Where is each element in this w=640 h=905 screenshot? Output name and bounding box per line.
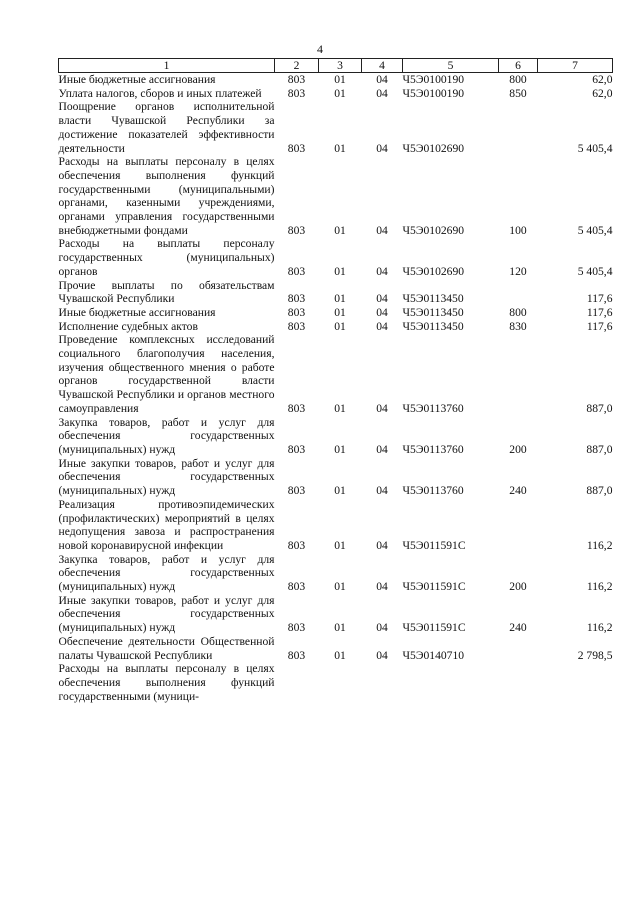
column-header-rz: 3 xyxy=(319,59,362,73)
row-pr-code: 04 xyxy=(376,141,388,155)
row-vr-code xyxy=(499,635,538,662)
row-vr-code xyxy=(499,333,538,415)
row-rz-code: 01 xyxy=(334,223,346,237)
row-cs-code: Ч5Э0102690 xyxy=(402,141,465,155)
row-pr-code: 04 xyxy=(376,305,388,319)
row-vr-code: 200 xyxy=(509,442,527,456)
row-gr-code: 803 xyxy=(287,621,306,635)
row-amount: 62,0 xyxy=(592,86,613,100)
column-header-gr: 2 xyxy=(275,59,319,73)
row-vr-code xyxy=(499,662,538,703)
row-cs-code: Ч5Э0113760 xyxy=(402,401,464,415)
row-name: Прочие выплаты по обязательствам Чувашской Республики xyxy=(58,278,275,306)
row-cs-code: Ч5Э0113450 xyxy=(402,292,464,306)
row-name: Обеспечение деятельности Общественной палаты Чувашской Республики xyxy=(58,634,275,662)
row-rz-code: 01 xyxy=(334,305,346,319)
row-pr-code: 04 xyxy=(376,292,388,306)
row-amount: 5 405,4 xyxy=(577,264,613,278)
row-rz-code: 01 xyxy=(334,538,346,552)
row-pr-code: 04 xyxy=(376,86,388,100)
row-name: Закупка товаров, работ и услуг для обеспечения государственных (муниципальных) нужд xyxy=(58,415,275,456)
row-gr-code: 803 xyxy=(287,484,306,498)
table-row xyxy=(59,333,613,415)
row-pr-code: 04 xyxy=(376,621,388,635)
row-cs-code: Ч5Э0102690 xyxy=(402,264,465,278)
row-gr-code: 803 xyxy=(287,305,306,319)
table-row xyxy=(59,320,613,334)
row-vr-code: 850 xyxy=(509,86,527,100)
row-cs-code: Ч5Э011591С xyxy=(402,621,466,635)
row-cs-code: Ч5Э0113450 xyxy=(402,319,464,333)
row-vr-code: 120 xyxy=(509,264,527,278)
row-rz-code: 01 xyxy=(334,141,346,155)
page-number: 4 xyxy=(317,42,323,56)
row-amount: 117,6 xyxy=(586,305,613,319)
budget-table xyxy=(58,58,613,703)
row-gr-code: 803 xyxy=(287,538,306,552)
row-vr-code xyxy=(499,279,538,306)
row-pr-code: 04 xyxy=(376,648,388,662)
row-amount: 116,2 xyxy=(586,621,613,635)
row-amount: 116,2 xyxy=(586,580,613,594)
row-pr-code: 04 xyxy=(376,319,388,333)
row-cs-code: Ч5Э0140710 xyxy=(402,648,465,662)
row-pr-code: 04 xyxy=(376,264,388,278)
row-pr-code: 04 xyxy=(376,401,388,415)
row-rz-code: 01 xyxy=(334,648,346,662)
row-gr-code: 803 xyxy=(287,648,306,662)
table-body xyxy=(59,73,613,704)
row-name: Поощрение органов исполнительной власти Чувашской Республики за достижение показателей эффективности деятельности xyxy=(58,100,275,155)
row-vr-code: 200 xyxy=(509,580,527,594)
row-gr-code: 803 xyxy=(287,580,306,594)
row-cs-code: Ч5Э011591С xyxy=(402,538,466,552)
row-name: Исполнение судебных актов xyxy=(58,319,198,333)
table-row xyxy=(59,237,613,278)
row-name: Расходы на выплаты персоналу государственных (муниципальных) органов xyxy=(58,237,275,278)
row-rz-code: 01 xyxy=(334,319,346,333)
row-pr-code xyxy=(362,662,403,703)
row-gr-code: 803 xyxy=(287,223,306,237)
table-row xyxy=(59,594,613,635)
row-vr-code: 100 xyxy=(509,223,527,237)
row-name: Проведение комплексных исследований социального благополучия населения, изучения общественного мнения о работе органов государственной власти Чувашской Республики и органов местного самоуправления xyxy=(58,333,275,415)
row-gr-code: 803 xyxy=(287,141,306,155)
table-row xyxy=(59,457,613,498)
row-amount: 116,2 xyxy=(586,538,613,552)
row-amount: 117,6 xyxy=(586,319,613,333)
row-amount: 887,0 xyxy=(586,401,613,415)
table-row xyxy=(59,662,613,703)
row-gr-code: 803 xyxy=(287,292,306,306)
table-row xyxy=(59,100,613,155)
column-header-name: 1 xyxy=(59,59,275,73)
row-name: Расходы на выплаты персоналу в целях обеспечения выполнения функций государственными (муниципальными) органами, казенными учреждениями, органами управления государственными внебюджетными фондами xyxy=(58,155,275,237)
row-amount: 5 405,4 xyxy=(577,223,613,237)
row-pr-code: 04 xyxy=(376,580,388,594)
row-rz-code: 01 xyxy=(334,580,346,594)
row-rz-code: 01 xyxy=(334,401,346,415)
row-cs-code: Ч5Э0102690 xyxy=(402,223,465,237)
row-pr-code: 04 xyxy=(376,484,388,498)
row-vr-code: 800 xyxy=(509,305,527,319)
column-header-vr: 6 xyxy=(499,59,538,73)
row-vr-code: 240 xyxy=(509,621,527,635)
row-gr-code: 803 xyxy=(287,73,306,86)
row-vr-code: 240 xyxy=(509,484,527,498)
row-pr-code: 04 xyxy=(376,223,388,237)
table-row xyxy=(59,553,613,594)
table-row xyxy=(59,635,613,662)
table-row xyxy=(59,87,613,101)
row-name: Иные закупки товаров, работ и услуг для обеспечения государственных (муниципальных) нужд xyxy=(58,456,275,498)
row-rz-code: 01 xyxy=(334,73,346,86)
row-gr-code: 803 xyxy=(287,319,306,333)
row-cs-code: Ч5Э011591С xyxy=(402,580,466,594)
row-amount: 117,6 xyxy=(586,292,613,306)
table-row xyxy=(59,498,613,553)
row-pr-code: 04 xyxy=(376,73,388,86)
table-row xyxy=(59,416,613,457)
row-rz-code xyxy=(319,662,362,703)
row-cs-code: Ч5Э0113760 xyxy=(402,442,464,456)
row-name: Иные бюджетные ассигнования xyxy=(58,305,216,319)
row-amount: 887,0 xyxy=(586,442,613,456)
row-name: Расходы на выплаты персоналу в целях обеспечения выполнения функций государственными (муници- xyxy=(58,662,275,703)
row-cs-code xyxy=(403,662,499,703)
row-vr-code xyxy=(499,100,538,155)
row-amount: 887,0 xyxy=(586,484,613,498)
column-header-cs: 5 xyxy=(403,59,499,73)
row-name: Уплата налогов, сборов и иных платежей xyxy=(58,86,262,100)
row-gr-code: 803 xyxy=(287,442,306,456)
row-amount: 5 405,4 xyxy=(577,141,613,155)
row-cs-code: Ч5Э0100190 xyxy=(402,86,465,100)
row-gr-code: 803 xyxy=(287,264,306,278)
row-amount xyxy=(538,662,613,703)
row-name: Иные бюджетные ассигнования xyxy=(58,73,216,86)
table-row xyxy=(59,73,613,87)
row-pr-code: 04 xyxy=(376,442,388,456)
row-gr-code: 803 xyxy=(287,86,306,100)
row-rz-code: 01 xyxy=(334,86,346,100)
row-rz-code: 01 xyxy=(334,621,346,635)
column-header-row xyxy=(59,59,613,73)
row-vr-code: 830 xyxy=(509,319,527,333)
column-header-pr: 4 xyxy=(362,59,403,73)
table-row xyxy=(59,155,613,237)
table-row xyxy=(59,306,613,320)
row-name: Реализация противоэпидемических (профилактических) мероприятий в целях недопущения завоза и распространения новой коронавирусной инфекции xyxy=(58,497,275,552)
row-pr-code: 04 xyxy=(376,538,388,552)
table-row xyxy=(59,279,613,306)
row-gr-code xyxy=(275,662,319,703)
row-name: Закупка товаров, работ и услуг для обеспечения государственных (муниципальных) нужд xyxy=(58,552,275,594)
row-rz-code: 01 xyxy=(334,264,346,278)
row-rz-code: 01 xyxy=(334,292,346,306)
row-amount: 2 798,5 xyxy=(577,648,613,662)
row-cs-code: Ч5Э0113760 xyxy=(402,484,464,498)
column-header-amount: 7 xyxy=(538,59,613,73)
row-rz-code: 01 xyxy=(334,442,346,456)
row-cs-code: Ч5Э0100190 xyxy=(402,73,465,86)
row-rz-code: 01 xyxy=(334,484,346,498)
row-vr-code xyxy=(499,498,538,553)
row-cs-code: Ч5Э0113450 xyxy=(402,305,464,319)
row-gr-code: 803 xyxy=(287,401,306,415)
row-name: Иные закупки товаров, работ и услуг для обеспечения государственных (муниципальных) нужд xyxy=(58,593,275,635)
row-amount: 62,0 xyxy=(592,73,613,86)
row-vr-code: 800 xyxy=(509,73,527,86)
